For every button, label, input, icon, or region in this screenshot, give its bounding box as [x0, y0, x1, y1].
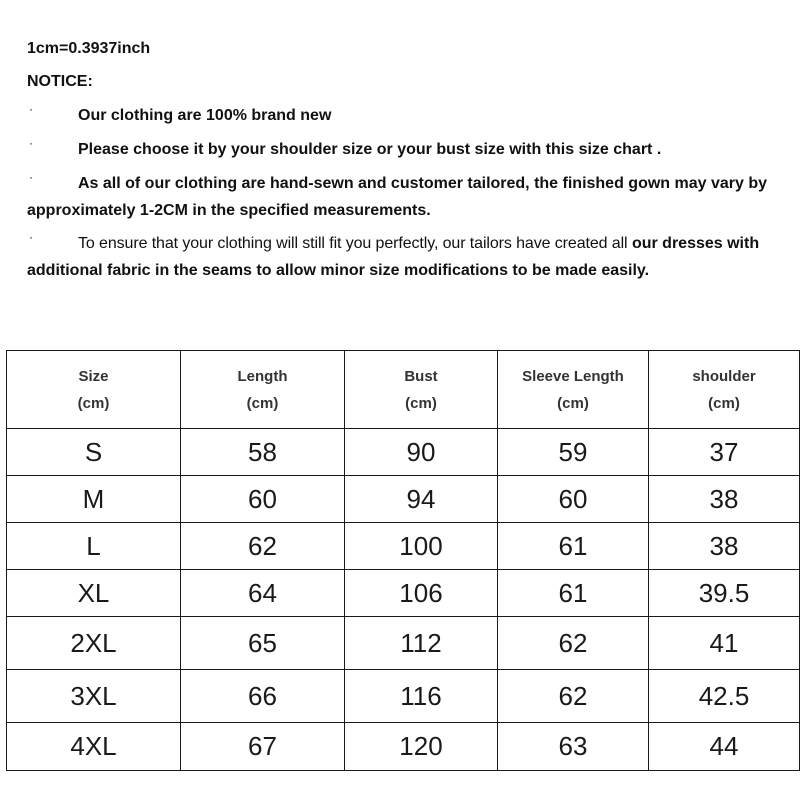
cell-bust: 94 [345, 476, 498, 523]
notice-item [27, 136, 787, 163]
cell-bust: 120 [345, 723, 498, 771]
notice-text: Our clothing are 100% brand new [78, 107, 332, 124]
cell-length: 60 [181, 476, 345, 523]
cell-length: 65 [181, 617, 345, 670]
unit-conversion: 1cm=0.3937inch [27, 40, 151, 57]
cell-bust: 116 [345, 670, 498, 723]
cell-shoulder: 37 [649, 429, 800, 476]
header-bust: Bust (cm) [345, 351, 498, 429]
table-row [7, 523, 800, 570]
cell-sleeve-length: 62 [498, 617, 649, 670]
cell-bust: 100 [345, 523, 498, 570]
table-row [7, 670, 800, 723]
table-row [7, 723, 800, 771]
cell-sleeve-length: 63 [498, 723, 649, 771]
cell-length: 58 [181, 429, 345, 476]
cell-size: L [7, 523, 181, 570]
cell-shoulder: 41 [649, 617, 800, 670]
notice-text-part: our dresses with additional fabric in the seams to allow minor size modifications to be made easily. [27, 235, 760, 279]
table-row [7, 617, 800, 670]
notice-heading: NOTICE: [27, 73, 93, 90]
cell-size: M [7, 476, 181, 523]
notice-text [27, 230, 787, 284]
cell-shoulder: 44 [649, 723, 800, 771]
header-shoulder: shoulder (cm) [649, 351, 800, 429]
cell-bust: 112 [345, 617, 498, 670]
cell-bust: 90 [345, 429, 498, 476]
table-row [7, 570, 800, 617]
cell-size: XL [7, 570, 181, 617]
cell-sleeve-length: 62 [498, 670, 649, 723]
table-row [7, 476, 800, 523]
cell-shoulder: 39.5 [649, 570, 800, 617]
table-row [7, 429, 800, 476]
cell-sleeve-length: 61 [498, 523, 649, 570]
cell-length: 64 [181, 570, 345, 617]
notice-text: Please choose it by your shoulder size or your bust size with this size chart . [78, 141, 662, 158]
header-length: Length (cm) [181, 351, 345, 429]
cell-shoulder: 42.5 [649, 670, 800, 723]
header-sleeve-length: Sleeve Length (cm) [498, 351, 649, 429]
cell-length: 67 [181, 723, 345, 771]
notice-text: As all of our clothing are hand-sewn and customer tailored, the finished gown may vary by approximately 1-2CM in the specified measurements. [27, 175, 768, 219]
bullet-marker: · [29, 102, 33, 116]
cell-length: 62 [181, 523, 345, 570]
cell-sleeve-length: 59 [498, 429, 649, 476]
cell-sleeve-length: 60 [498, 476, 649, 523]
table-header-row [7, 351, 800, 429]
bullet-marker: · [29, 170, 33, 184]
cell-sleeve-length: 61 [498, 570, 649, 617]
cell-size: S [7, 429, 181, 476]
cell-shoulder: 38 [649, 523, 800, 570]
bullet-marker: · [29, 230, 33, 244]
notice-item [27, 102, 787, 129]
cell-size: 3XL [7, 670, 181, 723]
cell-bust: 106 [345, 570, 498, 617]
cell-size: 4XL [7, 723, 181, 771]
cell-size: 2XL [7, 617, 181, 670]
notice-item [27, 170, 787, 224]
cell-length: 66 [181, 670, 345, 723]
cell-shoulder: 38 [649, 476, 800, 523]
notice-text-part: To ensure that your clothing will still fit you perfectly, our tailors have created all [78, 235, 628, 252]
size-chart-table [6, 350, 800, 771]
header-size: Size (cm) [7, 351, 181, 429]
notice-item [27, 230, 787, 284]
bullet-marker: · [29, 136, 33, 150]
